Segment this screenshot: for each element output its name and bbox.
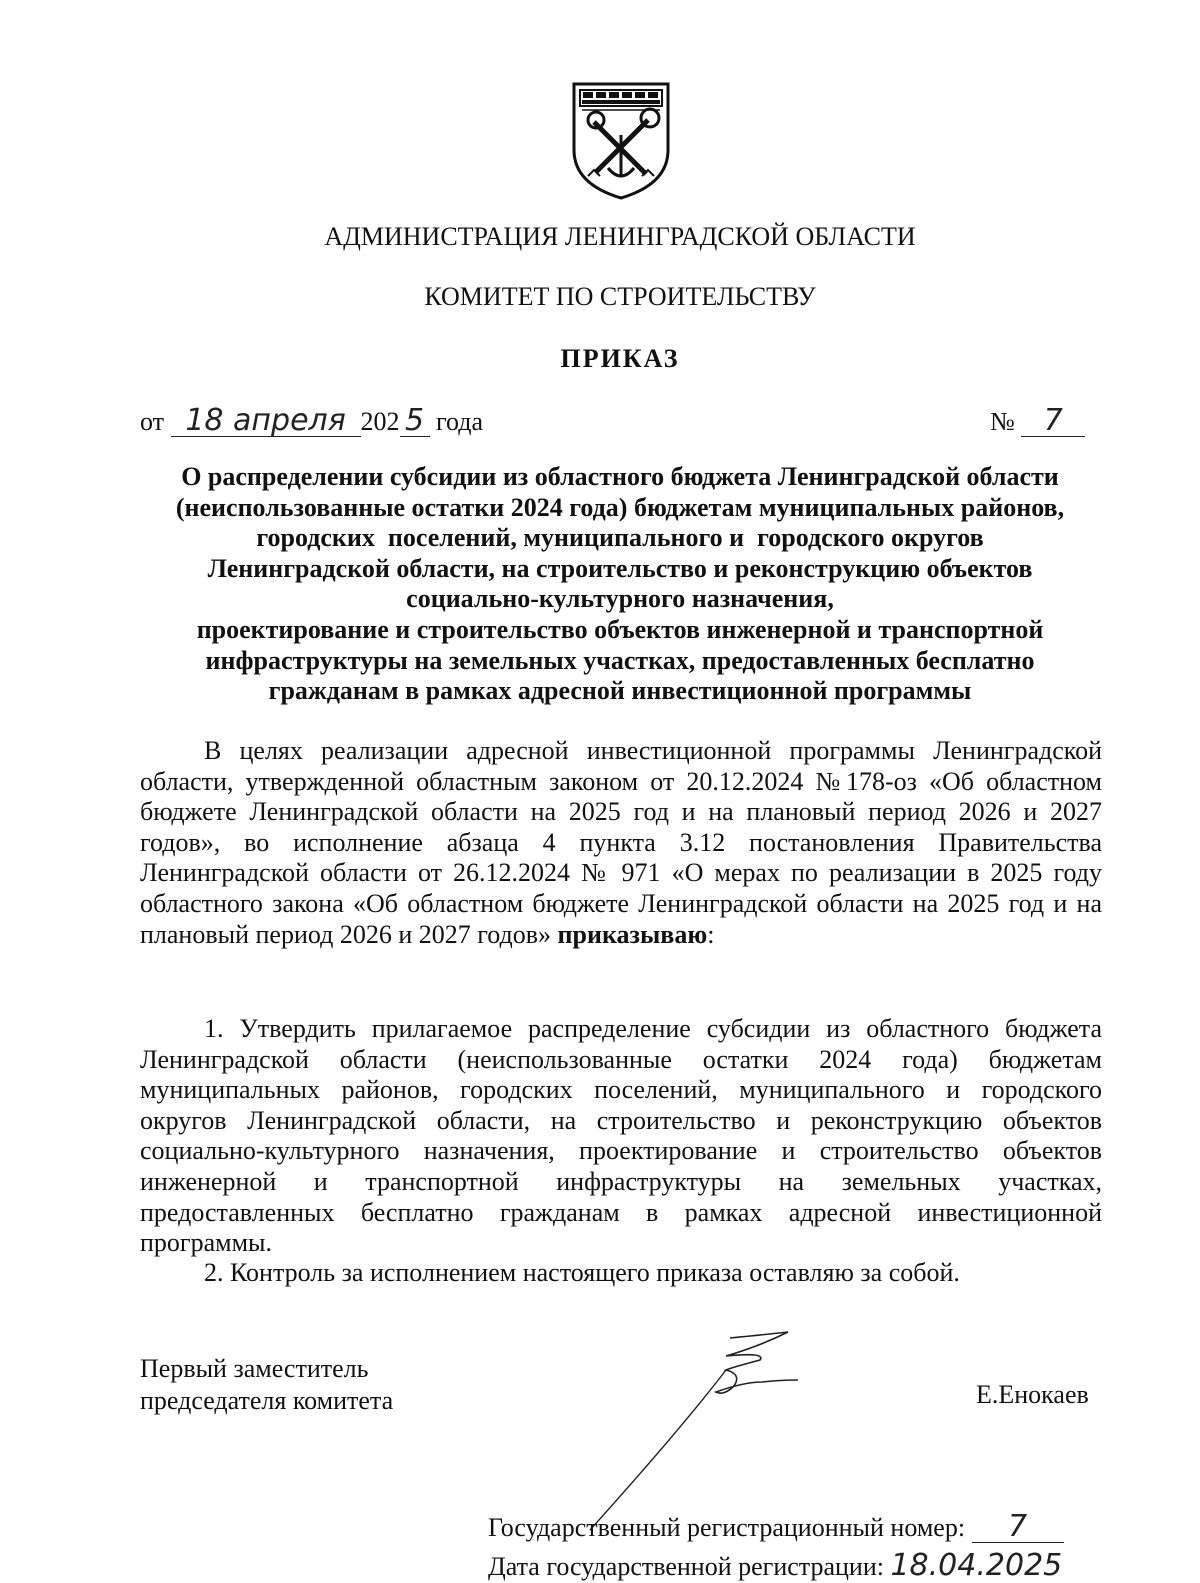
order-date (140, 405, 483, 439)
subject-line: Ленинградской области, на строительство и реконструкцию объектов (207, 553, 1033, 583)
registration-date-label: Дата государственной регистрации: (488, 1552, 884, 1581)
signer-name: Е.Енокаев (976, 1380, 1089, 1409)
subject-line: гражданам в рамках адресной инвестиционной программы (268, 676, 972, 706)
subject-line: социально-культурного назначения, (406, 584, 834, 614)
committee-title: КОМИТЕТ ПО СТРОИТЕЛЬСТВУ (424, 282, 816, 311)
handwritten-year-digit: 5 (400, 406, 430, 437)
administration-title: АДМИНИСТРАЦИЯ ЛЕНИНГРАДСКОЙ ОБЛАСТИ (324, 222, 916, 251)
subject-line: городских поселений, муниципального и городского округов (256, 523, 984, 553)
signer-position (140, 1353, 393, 1417)
subject-line: О распределении субсидии из областного бюджета Ленинградской области (181, 462, 1059, 491)
order-item-2: 2. Контроль за исполнением настоящего приказа оставляю за собой. (204, 1258, 960, 1287)
handwritten-registration-date: 18.04.2025 (890, 1548, 1063, 1583)
directive-colon: : (707, 919, 715, 949)
directive-word: приказываю (557, 919, 708, 949)
handwritten-registration-number: 7 (972, 1512, 1064, 1543)
number-label: № (990, 407, 1015, 436)
coat-of-arms-icon (568, 80, 674, 202)
subject-line: (неиспользованные остатки 2024 года) бюджетам муниципальных районов, (175, 492, 1065, 522)
signer-position-line: Первый заместитель (140, 1354, 369, 1383)
order-item-1: 1. Утвердить прилагаемое распределение субсидии из областного бюджета Ленинградской области (неиспользованные остатки 2024 года) бюджетам муниципальных районов, городских поселений, муниципального и городского округов Ленинградской области, на строительство и реконструкцию объектов социально-культурного назначения, проектирование и строительство объектов инженерной и транспортной инфраструктуры на земельных участках, предоставленных бесплатно гражданам в рамках адресной инвестиционной программы. (140, 1014, 1102, 1258)
order-heading: ПРИКАЗ (560, 344, 680, 373)
year-prefix: 202 (360, 407, 400, 436)
year-suffix: года (436, 407, 484, 436)
from-label: от (140, 407, 165, 436)
handwritten-order-number: 7 (1021, 406, 1085, 437)
handwritten-date: 18 апреля (171, 406, 361, 437)
subject-line: проектирование и строительство объектов инженерной и транспортной (196, 614, 1044, 644)
preamble-text: В целях реализации адресной инвестиционной программы Ленинградской области, утвержденной областным законом от 20.12.2024 №178-оз «Об областном бюджете Ленинградской области на 2025 год и на плановый период 2026 и 2027 годов», во исполнение абзаца 4 пункта 3.12 постановления Правительства Ленинградской области от 26.12.2024 № 971 «О мерах по реализации в 2025 году областного закона «Об областном бюджете Ленинградской области на 2025 год и на плановый период 2026 и 2027 годов» (140, 736, 1102, 949)
registration-number-label: Государственный регистрационный номер: (488, 1513, 966, 1542)
order-number (990, 405, 1085, 439)
subject-line: инфраструктуры на земельных участках, предоставленных бесплатно (205, 645, 1035, 675)
registration-date (488, 1550, 1062, 1583)
registration-number (488, 1509, 1064, 1544)
order-subject (140, 462, 1100, 707)
preamble-paragraph (140, 736, 1102, 950)
signer-position-line: председателя комитета (140, 1386, 394, 1415)
